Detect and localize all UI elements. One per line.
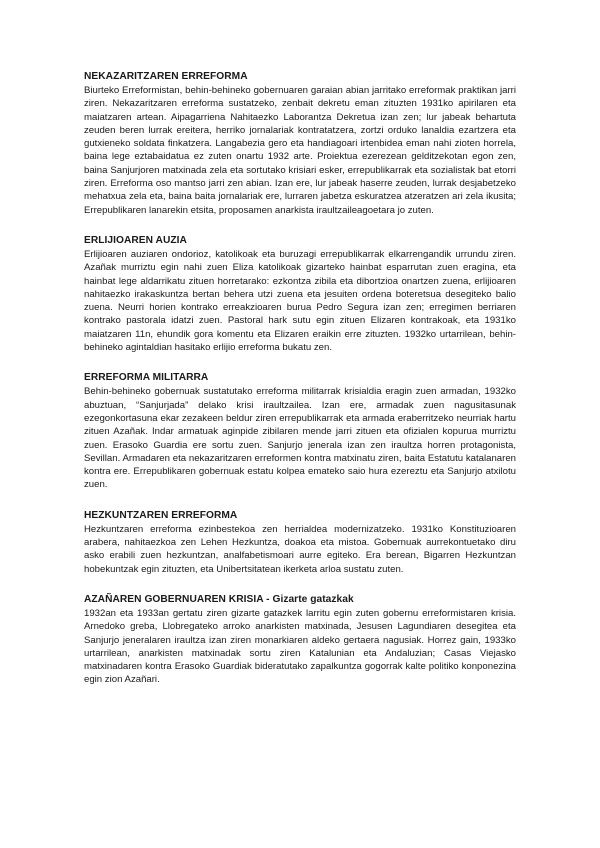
section-paragraph: Erlijioaren auziaren ondorioz, katolikoak eta buruzagi errepublikarrak elkarrengandik urrundu ziren. Azañak murriztu egin nahi zuen Eliza katolikoak gizarteko hainbat esparrutan zuen eragina, eta hainbat lege aldarrikatu zituen horretarako: ezkontza zibila eta dibortzioa onartzen zuena, erlijioaren nahitaezko irakaskuntza bertan behera utzi zuena eta jesuiten ordena boteretsua desegiteko balio zuena. Neurri horien kontrako erreakzioaren burua Pedro Segura izan zen; erregimen berriaren kontrako pastorala idatzi zuen. Pastoral hark sutu egin zituen Elizaren kontrakoak, eta 1931ko maiatzaren 11n, ehundik gora komentu eta Elizaren eraikin erre zituzten. 1932ko urtarrilean, behin-behineko agintaldian hasitako erlijio erreforma bukatu zen. bbox=[84, 248, 516, 354]
section-heading: ERLIJIOAREN AUZIA bbox=[84, 234, 187, 246]
section-erlijioa bbox=[84, 234, 516, 354]
section-paragraph: Hezkuntzaren erreforma ezinbestekoa zen herrialdea modernizatzeko. 1931ko Konstituzioaren arabera, nahitaezkoa zen Lehen Hezkuntza, doakoa eta mistoa. Gobernuak aurrekontuetako diru asko erabili zuen hezkuntzan, analfabetismoari aurre egiteko. Era berean, Bigarren Hezkuntzan hobekuntzak egin zituzten, eta Unibertsitatean ikerketa arloa sustatu zuten. bbox=[84, 523, 516, 575]
section-heading bbox=[84, 593, 516, 606]
section-heading: HEZKUNTZAREN ERREFORMA bbox=[84, 509, 238, 521]
section-nekazaritza bbox=[84, 70, 516, 217]
section-paragraph: 1932an eta 1933an gertatu ziren gizarte gatazkek larritu egin zuten gobernu erreformistaren krisia. Arnedoko greba, Llobregateko arroko anarkisten matxinada, Jesusen Lagundiaren desegitea eta Sanjurjo jeneralaren iraultza izan ziren monarkiaren aldeko gertaera nagusiak. Horrez gain, 1933ko urtarrilean, anarkisten matxinadak sortu ziren Katalunian eta Andaluzian; Casas Viejasko matxinadaren kontra Erasoko Guardiak bideratutako zapalkuntza gogorrak kalte politiko konponezina egin zion Azañari. bbox=[84, 607, 516, 686]
section-subheading: - Gizarte gatazkak bbox=[263, 593, 354, 605]
section-paragraph: Biurteko Erreformistan, behin-behineko gobernuaren garaian abian jarritako erreformak praktikan jarri ziren. Nekazaritzaren erreforma sustatzeko, zenbait dekretu eman zituzten 1931ko apirilaren eta maiatzaren artean. Aipagarriena Nahitaezko Laborantza Dekretua izan zen; lur jabeak behartuta zeuden beren lurrak ereitera, herriko jornalariak kontratatzera, zortzi orduko lanaldia ezartzera eta gutxieneko soldata finkatzera. Langabezia gero eta handiagoari irtenbidea eman nahi zioten horrela, baina lege eztabaidatua ez zuten onartu 1932 arte. Proiektua ezerezean gelditzekotan egon zen, baina Sanjurjoren matxinada zela eta sortutako krisiari esker, errepublikarrak eta sozialistak bat etorri ziren. Erreforma oso mantso jarri zen abian. Izan ere, lur jabeak haserre zeuden, lurrak desjabetzeko mehatxua zela eta, baina baita jornalariak ere, lurraren jabetza eskuratzea atzeratzen ari zela ikusita; Errepublikaren lanarekin etsita, proposamen anarkista iraultzaileagoetara jo zuten. bbox=[84, 85, 516, 216]
document-page bbox=[84, 70, 516, 704]
section-paragraph: Behin-behineko gobernuak sustatutako erreforma militarrak krisialdia eragin zuen armadan, 1932ko abuztuan, “Sanjurjada” delako krisi iraultzailea. Izan ere, armadak zuen nagusitasunak ezegonkortasuna ekar zezakeen beldur ziren errepublikarrak eta armada eraberritzeko neurriak hartu zituen Azañak. Indar armatuak aginpide zibilaren mende jarri zituen eta ofizialen kopurua murriztu zuen. Erasoko Guardia ere sortu zuen. Sanjurjo jenerala izan zen iraultza horren protagonista, Sevillan. Armadaren eta nekazaritzaren erreformen kontra matxinatu ziren, baita Estatutu katalanaren kontra ere. Errepublikaren gobernuak estatu kolpea emateko saio hura ezereztu eta Sanjurjo atxilotu zuen. bbox=[84, 386, 516, 491]
section-heading: NEKAZARITZAREN ERREFORMA bbox=[84, 71, 248, 82]
section-heading-main: AZAÑAREN GOBERNUAREN KRISIA bbox=[84, 593, 264, 605]
section-heading: ERREFORMA MILITARRA bbox=[84, 372, 209, 384]
section-krisia bbox=[84, 593, 516, 687]
section-militarra bbox=[84, 371, 516, 491]
section-hezkuntza bbox=[84, 509, 516, 576]
